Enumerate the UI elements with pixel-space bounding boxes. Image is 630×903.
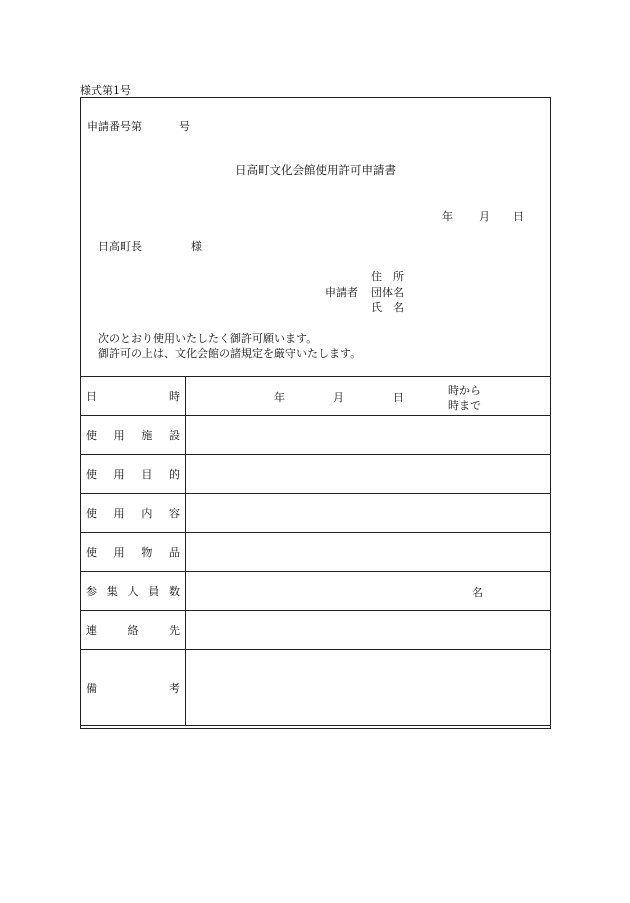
label-char: 数: [169, 585, 180, 598]
datetime-to-label: 時まで: [448, 399, 481, 412]
row-datetime: [81, 377, 551, 416]
document-title: 日高町文化会館使用許可申請書: [235, 163, 396, 177]
datetime-day-label: 日: [393, 391, 404, 404]
applicant-address-label: 住 所: [371, 270, 404, 283]
label-attendees: [81, 572, 186, 611]
row-remarks: [81, 650, 551, 726]
label-equipment: [81, 533, 186, 572]
date-year-label: 年: [442, 210, 453, 223]
row-content: [81, 494, 551, 533]
label-char: 人: [127, 585, 139, 598]
label-content: [81, 494, 186, 533]
form-number: 様式第1号: [80, 84, 131, 97]
label-char: 員: [148, 585, 160, 598]
label-char: 的: [168, 468, 180, 481]
datetime-year-label: 年: [274, 391, 285, 404]
datetime-field[interactable]: [186, 377, 551, 416]
label-char: 用: [113, 507, 125, 520]
declaration-line-2: 御許可の上は、文化会館の諸規定を厳守いたします。: [98, 347, 362, 360]
datetime-month-label: 月: [333, 391, 344, 404]
label-char: 用: [113, 546, 125, 559]
label-char: 施: [141, 429, 153, 442]
label-char: 先: [169, 624, 180, 637]
label-purpose: [81, 455, 186, 494]
label-char: 物: [141, 546, 153, 559]
date-month-label: 月: [479, 210, 490, 223]
label-char: 日: [86, 390, 97, 403]
label-remarks: [81, 650, 186, 726]
label-char: 時: [169, 390, 180, 403]
label-char: 考: [169, 681, 180, 695]
applicant-label: 申請者: [325, 286, 358, 299]
declaration-line-1: 次のとおり使用いたしたく御許可願います。: [98, 332, 318, 345]
content-field[interactable]: [186, 494, 551, 533]
label-contact: [81, 611, 186, 650]
label-char: 品: [168, 546, 180, 559]
label-char: 目: [141, 468, 153, 481]
label-char: 用: [113, 468, 125, 481]
label-char: 内: [141, 507, 153, 520]
label-char: 連: [86, 624, 97, 637]
label-char: 容: [168, 507, 180, 520]
label-char: 使: [86, 507, 97, 520]
label-char: 使: [86, 546, 97, 559]
contact-field[interactable]: [186, 611, 551, 650]
label-char: 集: [106, 585, 118, 598]
applicant-name-label: 氏 名: [371, 301, 404, 314]
facility-field[interactable]: [186, 416, 551, 455]
row-contact: [81, 611, 551, 650]
label-char: 使: [86, 429, 97, 442]
addressee-honorific: 様: [191, 240, 202, 253]
addressee: 日高町長: [98, 240, 142, 253]
row-facility: [81, 416, 551, 455]
label-char: 使: [86, 468, 97, 481]
datetime-from-label: 時から: [448, 384, 481, 397]
application-form: [80, 97, 551, 729]
date-day-label: 日: [513, 210, 524, 223]
attendee-unit-label: 名: [472, 586, 483, 599]
row-purpose: [81, 455, 551, 494]
usage-details-table: [80, 376, 551, 726]
label-facility: [81, 416, 186, 455]
application-number-label: 申請番号第: [87, 120, 142, 133]
label-char: 絡: [127, 624, 139, 637]
remarks-field[interactable]: [186, 650, 551, 726]
label-char: 用: [113, 429, 125, 442]
label-char: 設: [168, 429, 180, 442]
label-char: 備: [86, 681, 97, 695]
row-equipment: [81, 533, 551, 572]
attendees-field[interactable]: [186, 572, 551, 611]
label-datetime: [81, 377, 186, 416]
purpose-field[interactable]: [186, 455, 551, 494]
row-attendees: [81, 572, 551, 611]
label-char: 参: [86, 585, 97, 598]
application-number-suffix: 号: [179, 120, 190, 133]
applicant-group-label: 団体名: [371, 286, 404, 299]
equipment-field[interactable]: [186, 533, 551, 572]
